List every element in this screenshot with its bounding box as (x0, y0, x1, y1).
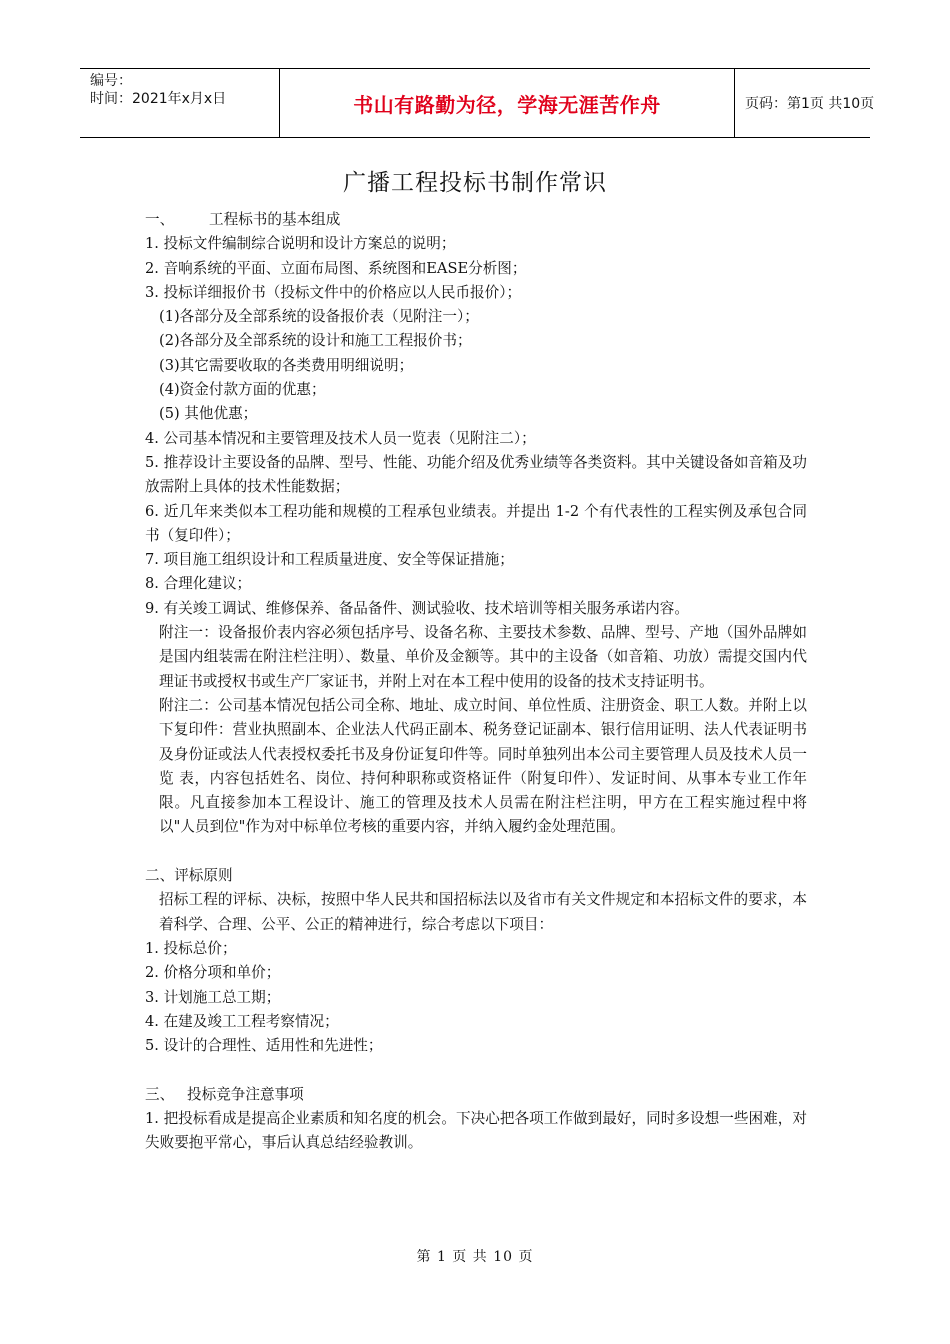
document-title: 广播工程投标书制作常识 (343, 170, 607, 196)
sub-list-item: (3)其它需要收取的各类费用明细说明； (159, 356, 414, 374)
list-item: 4. 在建及竣工工程考察情况； (145, 1012, 339, 1030)
list-item: 4. 公司基本情况和主要管理及技术人员一览表（见附注二）； (145, 429, 536, 447)
list-item: 9. 有关竣工调试、维修保养、备品备件、测试验收、技术培训等相关服务承诺内容。 (145, 599, 689, 617)
section-3-number: 三、 (145, 1085, 175, 1103)
page-footer: 第 1 页 共 10 页 (416, 1249, 534, 1265)
list-item: 3. 投标详细报价书（投标文件中的价格应以人民币报价）； (145, 283, 522, 301)
section-1-heading (145, 208, 807, 232)
sub-list-item: (4)资金付款方面的优惠； (159, 381, 326, 399)
section-2-heading: 二、评标原则 (145, 867, 233, 885)
spacer (145, 840, 807, 864)
spacer (145, 1058, 807, 1082)
header-motto: 书山有路勤为径，学海无涯苦作舟 (353, 92, 661, 117)
list-item: 2. 价格分项和单价； (145, 964, 281, 982)
document-number-label: 编号： (90, 73, 132, 89)
section-3-heading (145, 1083, 807, 1107)
section-3-title: 投标竞争注意事项 (187, 1085, 304, 1103)
list-item: 3. 计划施工总工期； (145, 988, 281, 1006)
note-1-paragraph: 附注一：设备报价表内容必须包括序号、设备名称、主要技术参数、品牌、型号、产地（国外品牌如是国内组装需在附注栏注明）、数量、单价及金额等。其中的主设备（如音箱、功放）需提交国内代理证书或授权书或生产厂家证书，并附上对在本工程中使用的设备的技术支持证明书。 (159, 624, 807, 690)
list-item: 1. 把投标看成是提高企业素质和知名度的机会。下决心把各项工作做到最好，同时多设想一些困难，对失败要抱平常心，事后认真总结经验教训。 (145, 1109, 807, 1152)
list-item: 6. 近几年来类似本工程功能和规模的工程承包业绩表。并提出 1-2 个有代表性的工程实例及承包合同书（复印件）； (145, 502, 807, 544)
list-item: 1. 投标文件编制综合说明和设计方案总的说明； (145, 235, 456, 253)
list-item: 2. 音响系统的平面、立面布局图、系统图和EASE分析图； (145, 259, 527, 277)
section-1-number: 一、 (145, 211, 175, 228)
list-item: 5. 设计的合理性、适用性和先进性； (145, 1037, 383, 1055)
list-item: 7. 项目施工组织设计和工程质量进度、安全等保证措施； (145, 551, 514, 569)
header-page-cell (735, 69, 875, 137)
sub-list-item: (2)各部分及全部系统的设计和施工工程报价书； (159, 332, 472, 350)
document-date-label: 时间：2021年x月x日 (90, 91, 227, 107)
list-item: 5. 推荐设计主要设备的品牌、型号、性能、功能介绍及优秀业绩等各类资料。其中关键设备如音箱及功放需附上具体的技术性能数据； (145, 453, 807, 496)
section-2-intro: 招标工程的评标、决标，按照中华人民共和国招标法以及省市有关文件规定和本招标文件的要求，本着科学、合理、公平、公正的精神进行，综合考虑以下项目： (159, 891, 807, 933)
header-page-info: 页码：第1页 共10页 (745, 96, 875, 112)
sub-list-item: (1)各部分及全部系统的设备报价表（见附注一）； (159, 308, 479, 326)
header-info-cell (80, 69, 280, 137)
header-motto-cell (280, 69, 735, 137)
page-header (80, 68, 875, 138)
list-item: 8. 合理化建议； (145, 575, 252, 593)
document-body (145, 208, 807, 1156)
section-1-title: 工程标书的基本组成 (209, 211, 341, 228)
list-item: 1. 投标总价； (145, 939, 237, 957)
note-2-paragraph: 附注二：公司基本情况包括公司全称、地址、成立时间、单位性质、注册资金、职工人数。并附上以下复印件：营业执照副本、企业法人代码正副本、税务登记证副本、银行信用证明、法人代表证明书及身份证或法人代表授权委托书及身份证复印件等。同时单独列出本公司主要管理人员及技术人员一览 表，内容包括姓名、岗位、持何种职称或资格证件（附复印件）、发证时间、从事本专业工作年限。凡直接参加本工程设计、施工的管理及技术人员需在附注栏注明，甲方在工程实施过程中将以"人员到位"作为对中标单位考核的重要内容，并纳入履约金处理范围。 (159, 696, 807, 836)
sub-list-item: (5) 其他优惠； (159, 405, 258, 423)
